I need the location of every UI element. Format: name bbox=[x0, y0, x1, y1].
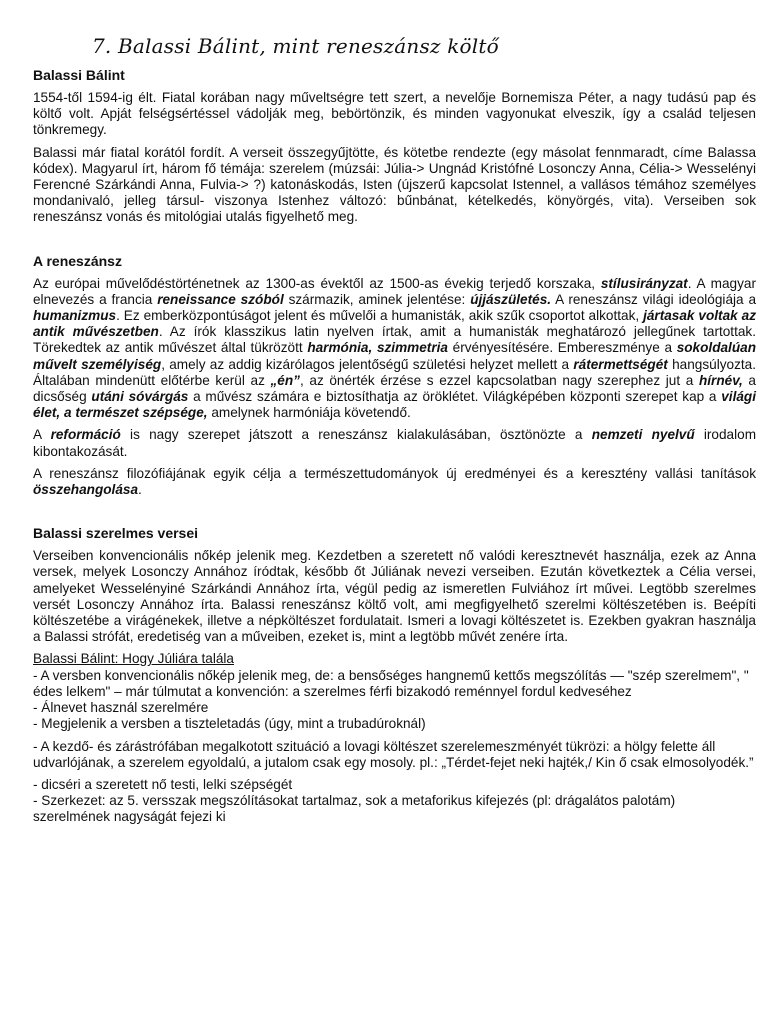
paragraph-biography: 1554-től 1594-ig élt. Fiatal korában nagy műveltségre tett szert, a nevelője Bornemisza Péter, a nagy tudású pap és költő volt. Apját felségsértéssel vádolják meg, bebörtönzik, és minden vagyonukat elveszik, így a család teljesen tönkremegy. bbox=[33, 90, 756, 138]
paragraph-renaissance-definition: Az európai művelődéstörténetnek az 1300-as évektől az 1500-as évekig terjedő korszaka, stílusirányzat. A magyar elnevezés a francia reneissance szóból származik, aminek jelentése: újjászületés. A reneszánsz világi ideológiája a humanizmus. Ez emberközpontúságot jelent és művelői a humanisták, akik szűk csoportot alkottak, jártasak voltak az antik művészetben. Az írók klasszikus latin nyelven írtak, amit a humanisták meghatározó jellegűnek tartottak. Törekedtek az antik művészet által tükrözött harmónia, szimmetria érvényesítésére. Embereszménye a sokoldalúan művelt személyiség, amely az addig kizárólagos jelentőségű születési helyzet mellett a rátermettségét hangsúlyozta. Általában mindenütt előtérbe kerül az „én”, az önérték érzése s ezzel kapcsolatban nagy szerephez jut a hírnév, a dicsőség utáni sóvárgás a művész számára e biztosíthatja az öröklétet. Világképében központi szerepet kap a világi élet, a természet szépsége, amelynek harmóniája követendő. bbox=[33, 275, 757, 421]
section-heading-renaissance: A reneszánsz bbox=[33, 252, 122, 269]
poem-title: Balassi Bálint: Hogy Júliára talála bbox=[33, 651, 234, 667]
list-item: - Szerkezet: az 5. versszak megszólításokat tartalmaz, sok a metaforikus kifejezés (pl: drágalátos palotám) szerelmének nagyságát fejezi ki bbox=[33, 793, 676, 825]
section-heading-balassi: Balassi Bálint bbox=[33, 67, 125, 83]
paragraph-love-poems: Verseiben konvencionális nőkép jelenik meg. Kezdetben a szeretett nő valódi keresztnevét használja, ezek az Anna versek, melyek Losonczy Annához íródtak, később őt Júliának nevezi verseiben. Ezután következtek a Célia versei, amelyeket Wesselényiné Szárkándi Annához írta, végül pedig az ismeretlen Fulviához írt művei. Legtöbb szerelmes versét Losonczy Annához írta. Balassi reneszánsz költő volt, ami megfigyelhető szerelmi költészetében is. Beépíti költészetébe a virágénekek, illetve a népköltészet fordulatait. Ismeri a lovagi költészetet is. Ezekben gyakran használja a Balassi strófát, eredetiség van a műveiben, ezeket is, mint a legtöbb művét zenére írta. bbox=[33, 548, 756, 645]
paragraph-philosophy: A reneszánsz filozófiájának egyik célja a természettudományok új eredményei és a keresztény vallási tanítások összehangolása. bbox=[33, 465, 756, 498]
list-item: - Álnevet használ szerelmére bbox=[33, 700, 209, 716]
poem-analysis bbox=[33, 651, 756, 825]
page-title: 7. Balassi Bálint, mint reneszánsz költő bbox=[92, 34, 499, 58]
document-body bbox=[33, 66, 756, 826]
paragraph-reformation: A reformáció is nagy szerepet játszott a reneszánsz kialakulásában, ösztönözte a nemzeti nyelvű irodalom kibontakozását. bbox=[33, 427, 757, 459]
section-heading-love-poems: Balassi szerelmes versei bbox=[33, 525, 199, 542]
list-item: - Megjelenik a versben a tiszteletadás (úgy, mint a trubadúroknál) bbox=[33, 716, 426, 732]
list-item: - A versben konvencionális nőkép jelenik meg, de: a bensőséges hangnemű kettős megszólítás — "szép szerelmem", " édes lelkem" – már túlmutat a konvención: a szerelmes férfi bizakodó reménnyel fordul kedveséhez bbox=[33, 667, 749, 699]
list-item: - dicséri a szeretett nő testi, lelki szépségét bbox=[33, 776, 293, 792]
list-item: - A kezdő- és zárástrófában megalkotott szituáció a lovagi költészet szerelemeszményét tükrözi: a hölgy felette áll udvarlójának, a szerelem egyoldalú, a jutalom csak egy mosoly. pl.: „Térdet-fejet neki hajték,/ Kin ő csak elmosolyodék.” bbox=[33, 738, 754, 770]
paragraph-themes: Balassi már fiatal korától fordít. A verseit összegyűjtötte, és kötetbe rendezte (egy másolat fennmaradt, címe Balassa kódex). Magyarul írt, három fő témája: szerelem (múzsái: Júlia-> Ungnád Kristófné Losonczy Anna, Célia-> Wesselényi Ferencné Szárkándi Anna, Fulvia-> ?) katonáskodás, Isten (újszerű kapcsolat Istennel, a vallásos témához személyes mondanivaló, jelleg társul- viszonya Istenhez változó: bűnbánat, kételkedés, könyörgés, vita). Verseiben sok reneszánsz vonás és mitológiai utalás figyelhető meg. bbox=[33, 144, 756, 225]
